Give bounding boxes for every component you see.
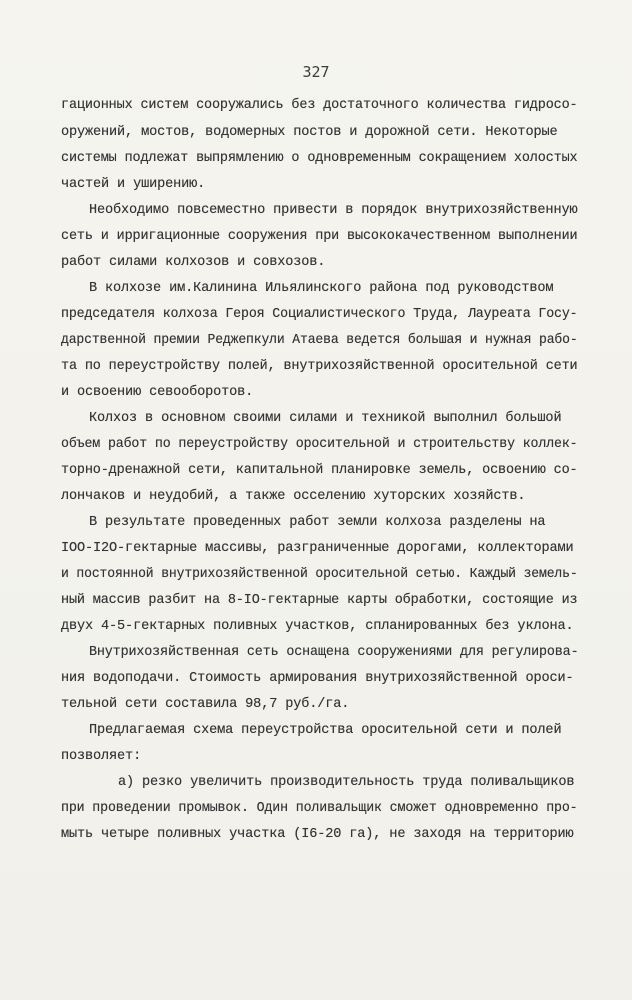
page-number: 327 [302,63,330,81]
text-line: мыть четыре поливных участка (I6-20 га), не заходя на территорию [61,827,574,842]
text-line: двух 4-5-гектарных поливных участков, спланированных без уклона. [61,619,574,634]
text-line: торно-дренажной сети, капитальной планировке земель, освоению со- [61,463,578,478]
text-line: системы подлежат выпрямлению о одновременным сокращением холостых [61,151,578,166]
text-line: позволяет: [61,749,142,764]
text-line: и постоянной внутрихозяйственной оросительной сетью. Каждый земель- [61,567,578,582]
text-line: а) резко увеличить производительность труда поливальщиков [118,775,575,790]
text-line: Внутрихозяйственная сеть оснащена сооружениями для регулирова- [89,645,579,660]
text-line: гационных систем сооружались без достаточного количества гидросо- [61,98,578,113]
text-line: IOO-I2O-гектарные массивы, разграниченные дорогами, коллекторами [61,541,574,556]
text-line: Колхоз в основном своими силами и техникой выполнил большой [89,411,562,426]
text-line: В результате проведенных работ земли колхоза разделены на [89,515,546,530]
text-line: тельной сети составила 98,7 руб./га. [61,697,350,712]
text-line: сеть и ирригационные сооружения при высококачественном выполнении [61,229,578,244]
text-line: при проведении промывок. Один поливальщик сможет одновременно про- [61,801,578,816]
text-line: Необходимо повсеместно привести в порядок внутрихозяйственную [89,203,578,218]
text-line: работ силами колхозов и совхозов. [61,255,326,270]
text-line: та по переустройству полей, внутрихозяйственной оросительной сети [61,359,578,374]
text-line: объем работ по переустройству оросительной и строительству коллек- [61,437,578,452]
text-line: лончаков и неудобий, а также осселению хуторских хозяйств. [61,489,526,504]
text-line: Предлагаемая схема переустройства оросительной сети и полей [89,723,562,738]
text-line: дарственной премии Реджепкули Атаева ведется большая и нужная рабо- [61,333,578,348]
text-line: В колхозе им.Калинина Ильялинского района под руководством [89,281,554,296]
text-line: ный массив разбит на 8-IO-гектарные карты обработки, состоящие из [61,593,578,608]
text-line: и освоению севооборотов. [61,385,254,400]
text-line: частей и уширению. [61,177,206,192]
text-line: ния водоподачи. Стоимость армирования внутрихозяйственной ороси- [61,671,574,686]
text-line: оружений, мостов, водомерных постов и дорожной сети. Некоторые [61,125,558,140]
text-line: председателя колхоза Героя Социалистического Труда, Лауреата Госу- [61,307,578,322]
